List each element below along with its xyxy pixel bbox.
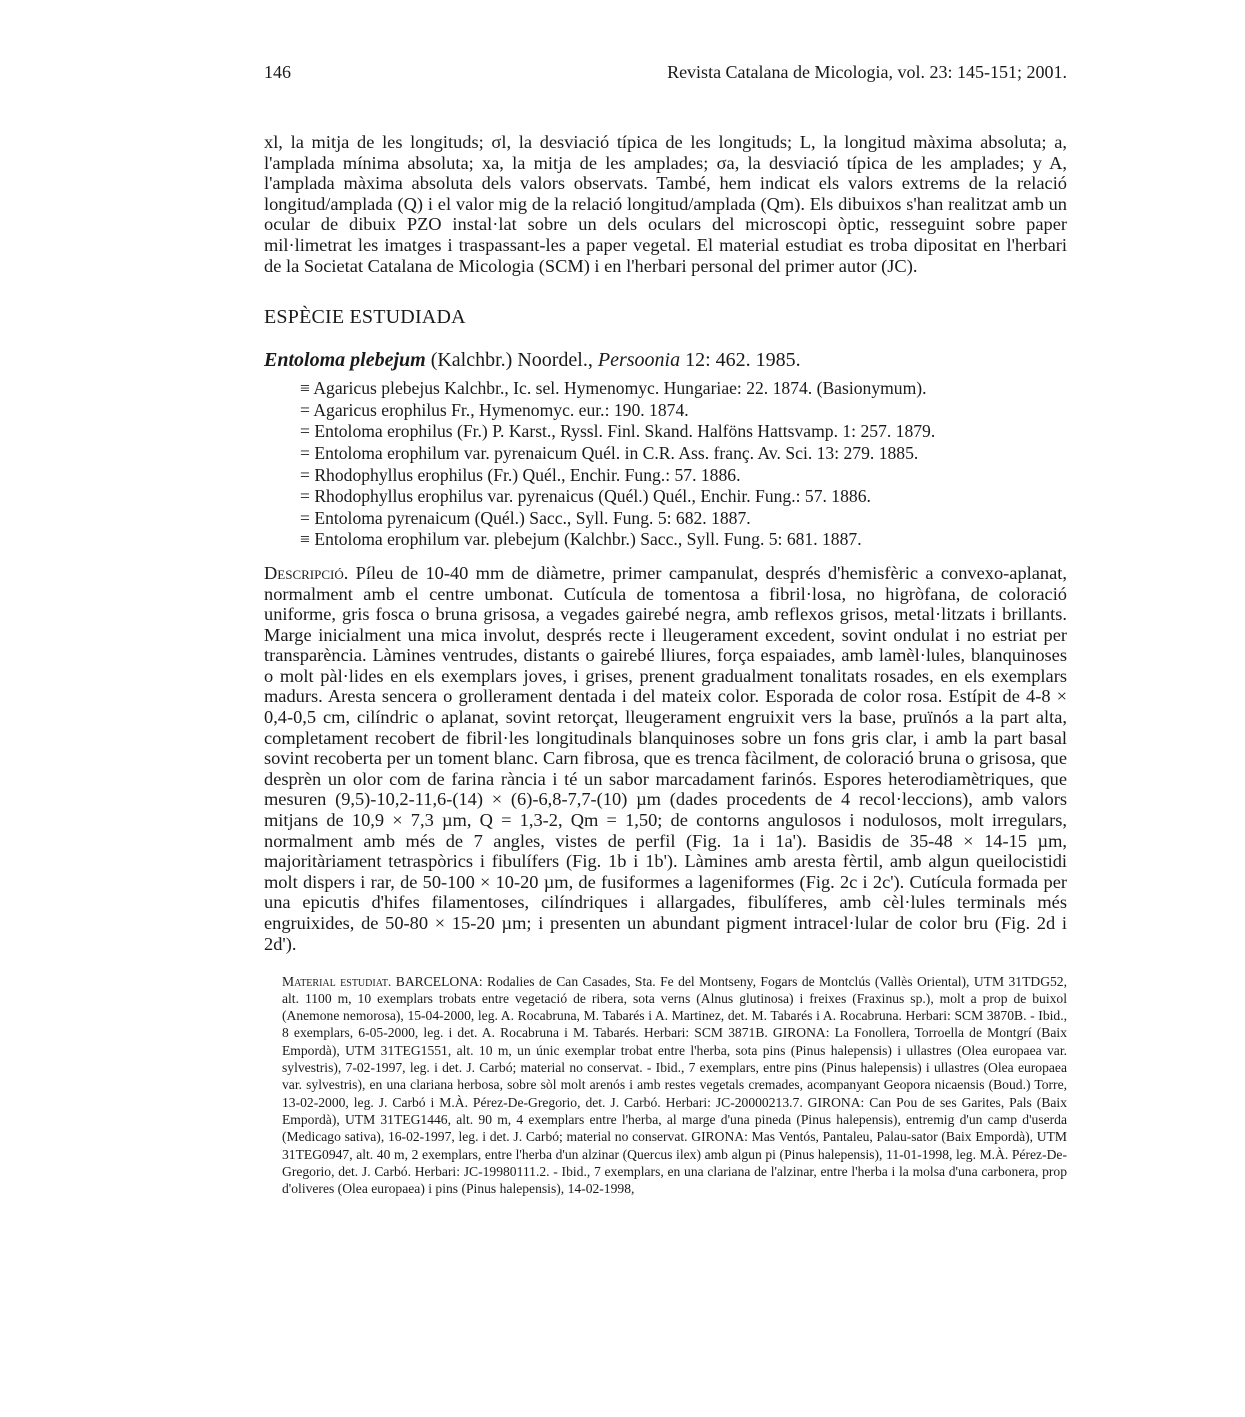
page-number: 146 [264,62,291,82]
synonym-item: = Rhodophyllus erophilus var. pyrenaicus (Quél.) Quél., Enchir. Fung.: 57. 1886. [300,486,871,507]
material-lead: Material estudiat. [282,973,392,989]
description-lead: Descripció. [264,562,349,583]
material-paragraph [282,973,1067,1198]
synonym-list [300,378,1067,551]
section-title: ESPÈCIE ESTUDIADA [264,306,466,329]
synonym-item: ≡ Entoloma erophilum var. plebejum (Kalchbr.) Sacc., Syll. Fung. 5: 681. 1887. [300,529,862,550]
synonym-item: = Entoloma erophilus (Fr.) P. Karst., Ryssl. Finl. Skand. Halföns Hattsvamp. 1: 257. 1879. [300,421,936,442]
description-paragraph [264,563,1067,954]
species-name: Entoloma plebejum [264,349,426,372]
synonym-item: = Agaricus erophilus Fr., Hymenomyc. eur.: 190. 1874. [300,399,689,420]
running-header [264,62,1067,90]
synonym-item: = Entoloma pyrenaicum (Quél.) Sacc., Syll. Fung. 5: 682. 1887. [300,507,751,528]
species-heading [264,349,1067,372]
material-text: BARCELONA: Rodalies de Can Casades, Sta. Fe del Montseny, Fogars de Montclús (Vallès Oriental), UTM 31TDG52, alt. 1100 m, 10 exemplars trobats entre vegetació de ribera, sota verns (Alnus glutinosa) i freixes (Fraxinus sp.), molt a prop de buixol (Anemone nemorosa), 15-04-2000, leg. A. Rocabruna, M. Tabarés i A. Martinez, det. M. Tabarés i A. Rocabruna. Herbari: SCM 3870B. - Ibid., 8 exemplars, 6-05-2000, leg. i det. A. Rocabruna i M. Tabarés. Herbari: SCM 3871B. GIRONA: La Fonollera, Torroella de Montgrí (Baix Empordà), UTM 31TEG1551, alt. 10 m, un únic exemplar trobat entre l'herba, sota pins (Pinus halepensis) i ullastres (Olea europaea var. sylvestris), 7-02-1997, leg. i det. J. Carbó; material no conservat. - Ibid., 7 exemplars, entre pins (Pinus halepensis) i ullastres (Olea europaea var. sylvestris), en una clariana herbosa, sobre sòl molt arenós i amb restes vegetals cremades, acompanyant Geopora nicaensis (Boud.) Torre, 13-02-2000, leg. J. Carbó i M.À. Pérez-De-Gregorio, det. J. Carbó. Herbari: JC-20000213.7. GIRONA: Can Pou de ses Garites, Pals (Baix Empordà), UTM 31TEG1446, alt. 90 m, 4 exemplars entre l'herba, al marge d'una pineda (Pinus halepensis), entremig d'un camp d'userda (Medicago sativa), 16-02-1997, leg. i det. J. Carbó; material no conservat. GIRONA: Mas Ventós, Pantaleu, Palau-sator (Baix Empordà), UTM 31TEG0947, alt. 40 m, 2 exemplars, entre l'herba d'un alzinar (Quercus ilex) amb algun pi (Pinus halepensis), 11-01-1998, leg. M.À. Pérez-De-Gregorio, det. J. Carbó. Herbari: JC-19980111.2. - Ibid., 7 exemplars, en una clariana de l'alzinar, entre l'herba i la molsa d'una carbonera, prop d'oliveres (Olea europaea) i pins (Pinus halepensis), 14-02-1998, [282,973,1067,1197]
intro-paragraph: xl, la mitja de les longituds; σl, la desviació típica de les longituds; L, la longitud màxima absoluta; a, l'amplada mínima absoluta; xa, la mitja de les amplades; σa, la desviació típica de les amplades; y A, l'amplada màxima absoluta dels valors observats. També, hem indicat els valors extrems de la relació longitud/amplada (Q) i el valor mig de la relació longitud/amplada (Qm). Els dibuixos s'han realitzat amb un ocular de dibuix PZO instal·lat sobre un dels oculars del microscopi òptic, resseguint sobre paper mil·limetrat les imatges i traspassant-les a paper vegetal. El material estudiat es troba dipositat en l'herbari de la Societat Catalana de Micologia (SCM) i en l'herbari personal del primer autor (JC). [264,132,1067,276]
synonym-item: ≡ Agaricus plebejus Kalchbr., Ic. sel. Hymenomyc. Hungariae: 22. 1874. (Basionymum). [300,378,927,399]
description-text: Píleu de 10-40 mm de diàmetre, primer campanulat, després d'hemisfèric a convexo-aplanat, normalment amb el centre umbonat. Cutícula de tomentosa a fibril·losa, no higròfana, de coloració uniforme, gris fosca o bruna grisosa, a vegades gairebé negra, amb reflexos grisos, metal·litzats i brillants. Marge inicialment una mica involut, després recte i lleugerament excedent, sovint ondulat i no estriat per transparència. Làmines ventrudes, distants o gairebé lliures, força espaiades, amb lamèl·lules, blanquinoses o molt pàl·lides en els exemplars joves, i grises, prenent gradualment tonalitats rosades, en els exemplars madurs. Aresta sencera o grollerament dentada i del mateix color. Esporada de color rosa. Estípit de 4-8 × 0,4-0,5 cm, cilíndric o aplanat, sovint retorçat, lleugerament engruixit vers la base, pruïnós a la part alta, completament recobert de fibril·les longitudinals blanquinoses sobre un fons gris clar, i amb la part basal sovint recoberta per un toment blanc. Carn fibrosa, que es trenca fàcilment, de coloració bruna o grisosa, que desprèn un olor com de farina rància i té un sabor marcadament farinós. Espores heterodiamètriques, que mesuren (9,5)-10,2-11,6-(14) × (6)-6,8-7,7-(10) µm (dades procedents de 4 recol·leccions), amb valors mitjans de 10,9 × 7,3 µm, Q = 1,3-2, Qm = 1,50; de contorns angulosos i nodulosos, molt irregulars, normalment amb més de 7 angles, vistes de perfil (Fig. 1a i 1a'). Basidis de 35-48 × 14-15 µm, majoritàriament tetraspòrics i fibulífers (Fig. 1b i 1b'). Làmines amb aresta fèrtil, amb algun queilocistidi molt dispers i rar, de 50-100 × 10-20 µm, de fusiformes a lageniformes (Fig. 2c i 2c'). Cutícula formada per una epicutis d'hifes filamentoses, cilíndriques i allargades, fibulíferes, amb cèl·lules terminals més engruixides, de 50-80 × 15-20 µm; i presenten un abundant pigment intracel·lular de color bru (Fig. 2d i 2d'). [264,562,1067,954]
journal-citation: Revista Catalana de Micologia, vol. 23: 145-151; 2001. [667,62,1067,82]
species-reference: 12: 462. 1985. [680,349,801,372]
species-journal: Persoonia [597,349,681,372]
synonym-item: = Rhodophyllus erophilus (Fr.) Quél., Enchir. Fung.: 57. 1886. [300,464,741,485]
species-authority: (Kalchbr.) Noordel., [425,349,598,372]
synonym-item: = Entoloma erophilum var. pyrenaicum Quél. in C.R. Ass. franç. Av. Sci. 13: 279. 1885. [300,442,919,463]
page [264,62,1067,1197]
